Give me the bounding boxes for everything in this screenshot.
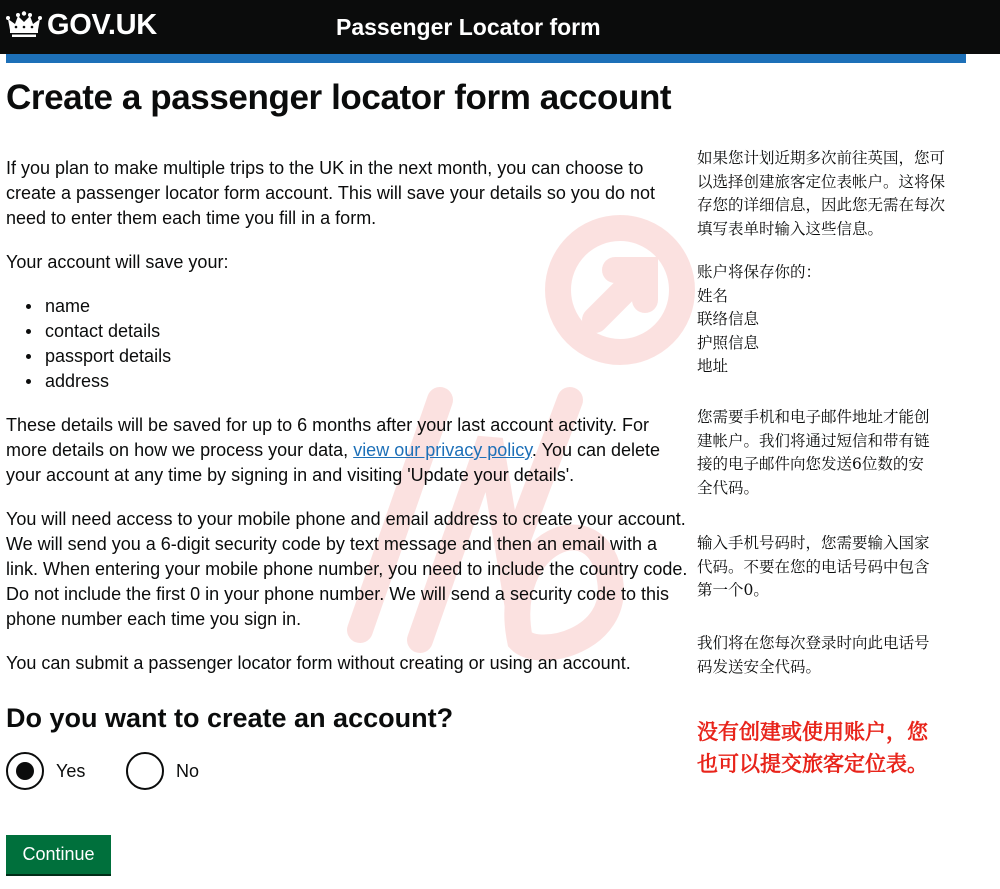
- service-name[interactable]: Passenger Locator form: [336, 14, 601, 40]
- annotation-line: 我们将在您每次登录时向此电话号: [697, 634, 930, 652]
- annotation-line: 代码。不要在您的电话号码中包含: [697, 557, 930, 576]
- no-account-paragraph: You can submit a passenger locator form without creating or using an account.: [6, 653, 631, 673]
- annotation-line: 第一个0。: [697, 581, 769, 599]
- site-header: [0, 0, 1000, 54]
- privacy-policy-link[interactable]: view our privacy policy: [353, 440, 532, 460]
- annotation-line: 接的电子邮件向您发送6位数的安: [697, 455, 924, 473]
- annotation-line: 输入手机号码时，您需要输入国家: [697, 534, 930, 552]
- radio-yes[interactable]: [6, 752, 85, 790]
- annotation-line: 地址: [697, 357, 729, 375]
- radio-yes-circle[interactable]: [6, 752, 44, 790]
- retention-text: These details will be saved for up to 6 months after your last account activity. For more details on how we process your data,: [6, 415, 649, 460]
- list-item: name: [45, 294, 171, 319]
- cn-intro-annotation: [697, 147, 967, 241]
- cn-signin-annotation: [697, 632, 967, 679]
- radio-no-circle[interactable]: [126, 752, 164, 790]
- annotation-line: 没有创建或使用账户，您: [697, 719, 928, 744]
- annotation-line: 护照信息: [697, 333, 760, 352]
- cn-country-code-annotation: [697, 532, 967, 603]
- annotation-line: 也可以提交旅客定位表。: [697, 751, 928, 776]
- annotation-line: 建帐户。我们将通过短信和带有链: [697, 431, 930, 450]
- crown-icon: [6, 10, 42, 42]
- annotation-line: 码发送安全代码。: [697, 657, 822, 676]
- cn-saves-annotation: [697, 261, 967, 379]
- annotation-line: 存您的详细信息，因此您无需在每次: [697, 196, 946, 214]
- annotation-line: 填写表单时输入这些信息。: [697, 219, 884, 238]
- list-item: contact details: [45, 319, 171, 344]
- continue-button[interactable]: Continue: [6, 835, 111, 874]
- cn-no-account-annotation: [697, 716, 967, 780]
- annotation-line: 姓名: [697, 286, 729, 305]
- radio-yes-label[interactable]: Yes: [56, 760, 86, 781]
- page-title: Create a passenger locator form account: [6, 78, 672, 117]
- access-paragraph: You will need access to your mobile phone and email address to create your account. We will send you a 6-digit security code by text message and then an email with a link. When entering your mobile phone number, you need to include the country code. Do not include the first 0 in your phone number. We will send a security code to this phone number each time you sign in.: [6, 509, 688, 629]
- account-saves-label: Your account will save your:: [6, 252, 229, 272]
- annotation-line: 以选择创建旅客定位表帐户。这将保: [697, 172, 946, 191]
- retention-text-end: . You can delete your account at any time by signing in and visiting 'Update your details'.: [6, 440, 661, 485]
- annotation-line: 账户将保存你的：: [697, 263, 822, 281]
- logo-text: GOV.UK: [47, 9, 157, 41]
- saved-details-list: [45, 294, 171, 394]
- radio-no-label[interactable]: No: [176, 760, 200, 781]
- cn-access-annotation: [697, 406, 967, 500]
- list-item: passport details: [45, 344, 171, 369]
- annotation-line: 联络信息: [697, 310, 760, 328]
- intro-paragraph: If you plan to make multiple trips to the UK in the next month, you can choose to create a passenger locator form account. This will save your details so you do not need to enter them each time you fill in a form.: [6, 158, 656, 228]
- annotation-line: 您需要手机和电子邮件地址才能创: [697, 408, 930, 426]
- annotation-line: 全代码。: [697, 478, 760, 497]
- annotation-line: 如果您计划近期多次前往英国，您可: [697, 149, 946, 167]
- retention-paragraph: [6, 413, 691, 488]
- list-item: address: [45, 369, 171, 394]
- radio-no[interactable]: [126, 752, 199, 790]
- govuk-logo[interactable]: [6, 9, 157, 42]
- header-accent-bar: [6, 54, 966, 63]
- create-account-question: Do you want to create an account?: [6, 703, 454, 733]
